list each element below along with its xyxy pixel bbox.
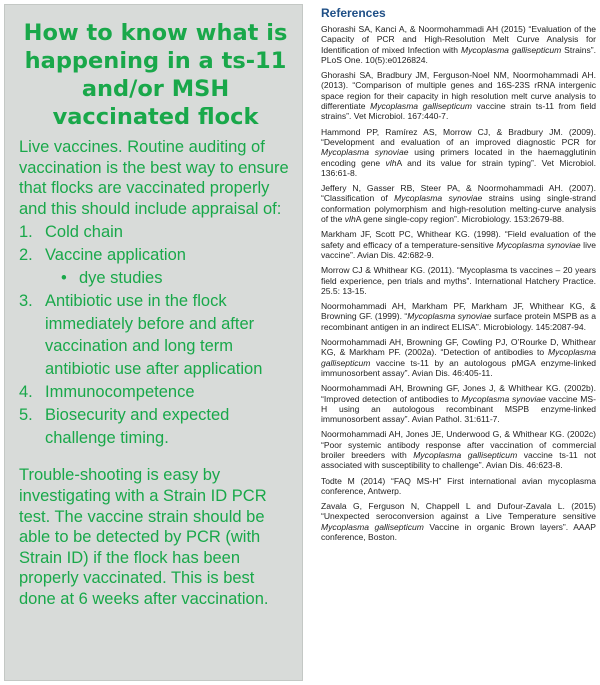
step-text: Immunocompetence bbox=[45, 382, 195, 401]
intro-paragraph: Live vaccines. Routine auditing of vaccination is the best way to ensure that flocks are vaccinated properly and this should include appraisal of: bbox=[19, 138, 289, 218]
step-number: 5. bbox=[19, 405, 33, 424]
step-number: 1. bbox=[19, 223, 33, 242]
reference-segment: Strains”. PLoS One. 10(5):e0126824. bbox=[321, 44, 596, 65]
info-panel bbox=[4, 4, 303, 681]
references-list bbox=[321, 24, 596, 542]
reference-segment: Markham JF, Scott PC, Whithear KG. (1998). “Field evaluation of the safety and efficacy of a temperature-sensitive bbox=[321, 229, 596, 250]
panel-title: How to know what is happening in a ts-11 and/or MSH vaccinated flock bbox=[23, 20, 288, 130]
reference-italic-segment: Mycoplasma synoviae bbox=[496, 239, 581, 250]
reference-segment: surface protein MSPB as a recombinant antigen in an indirect ELISA”. Microbiology. 145:2087-94. bbox=[321, 311, 596, 332]
reference-italic-segment: Mycoplasma gallisepticum bbox=[370, 101, 473, 112]
step-number: 3. bbox=[19, 291, 33, 310]
step-item bbox=[19, 221, 292, 244]
reference-italic-segment: Mycoplasma synoviae bbox=[321, 147, 409, 158]
reference-italic-segment: Mycoplasma synoviae bbox=[461, 393, 546, 404]
reference-entry bbox=[321, 476, 596, 497]
reference-segment: Todte M (2014) “FAQ MS-H” First international avian mycoplasma conference, Antwerp. bbox=[321, 475, 596, 496]
reference-entry bbox=[321, 301, 596, 332]
reference-segment: vaccine MS-H using an autologous recombinant MSPB enzyme-linked immunosorbent assay”. Avian Pathol. 31:611-7. bbox=[321, 393, 596, 425]
reference-segment: vaccine ts-11 by an autologous pMGA enzyme-linked immunosorbent assay”. Avian Dis. 46:405-11. bbox=[321, 357, 596, 378]
reference-segment: Noormohammadi AH, Markham PF, Markham JF, Whithear KG, & Browning GF. (1999). “ bbox=[321, 301, 596, 322]
reference-segment: Jeffery N, Gasser RB, Steer PA, & Noormohammadi AH. (2007). “Classification of bbox=[321, 183, 596, 204]
reference-segment: Morrow CJ & Whithear KG. (2011). “Mycoplasma ts vaccines – 20 years field experience, pen trials and myths”. International Hatchery Practice. 25.5: 13-15. bbox=[321, 265, 596, 296]
troubleshooting-paragraph: Trouble-shooting is easy by investigating with a Strain ID PCR test. The vaccine strain should be able to be detected by PCR (with Strain ID) if the flock has been properly vaccinated. This is best done at 6 weeks after vaccination. bbox=[19, 466, 269, 608]
reference-entry bbox=[321, 265, 596, 296]
bullet-icon: • bbox=[61, 268, 67, 287]
reference-entry bbox=[321, 501, 596, 542]
step-number: 2. bbox=[19, 246, 33, 265]
reference-italic-segment: Mycoplasma gallisepticum bbox=[321, 521, 424, 532]
step-text: Antibiotic use in the flock immediately before and after vaccination and long term antibiotic use after application bbox=[45, 291, 263, 379]
step-item bbox=[19, 381, 292, 404]
reference-entry bbox=[321, 229, 596, 260]
reference-segment: Vaccine in organic Brown layers”. AAAP conference, Boston. bbox=[321, 521, 597, 543]
reference-entry bbox=[321, 127, 596, 178]
reference-italic-segment: Mycoplasma synoviae bbox=[394, 193, 483, 204]
reference-segment: Noormohammadi AH, Browning GF, Jones J, & Whithear KG. (2002b). “Improved detection of antibodies to bbox=[321, 383, 596, 404]
step-item bbox=[19, 290, 292, 381]
step-text: Biosecurity and expected challenge timing. bbox=[45, 405, 230, 447]
reference-segment: vaccine strain ts-11 from field strains”. Vet Microbiol. 167:440-7. bbox=[321, 101, 596, 122]
reference-italic-segment: Mycoplasma gallisepticum bbox=[460, 44, 562, 55]
reference-segment: vaccine ts-11 not associated with susceptibility to challenge”. Avian Dis. 46:623-8. bbox=[321, 449, 597, 471]
references-heading: References bbox=[321, 6, 386, 20]
reference-entry bbox=[321, 429, 596, 470]
step-text: Vaccine application bbox=[45, 246, 186, 265]
step-item bbox=[19, 404, 292, 450]
reference-entry bbox=[321, 337, 596, 378]
reference-entry bbox=[321, 24, 596, 65]
reference-segment: Ghorashi SA, Kanci A, & Noormohammadi AH (2015) “Evaluation of the Capacity of PCR and High-Resolution Melt Curve Analysis for Identification of mixed Infection with bbox=[321, 24, 596, 55]
reference-segment: A gene single-copy region”. Microbiology. 153:2679-88. bbox=[355, 214, 565, 225]
reference-segment: A and its value for strain typing”. Vet Microbiol. 136:61-8. bbox=[321, 157, 596, 178]
reference-entry bbox=[321, 70, 596, 121]
reference-segment: Zavala G, Ferguson N, Chappell L and Dufour-Zavala L. (2015) “Unexpected seroconversion against a Live Temperature sensitive bbox=[321, 501, 596, 522]
sub-item-text: dye studies bbox=[79, 268, 163, 287]
reference-italic-segment: vlh bbox=[344, 214, 356, 225]
audit-steps-list bbox=[19, 221, 292, 449]
reference-italic-segment: Mycoplasma gallisepticum bbox=[413, 449, 518, 460]
step-item bbox=[19, 244, 292, 267]
reference-segment: using primers located in the haemagglutinin encoding gene bbox=[321, 147, 596, 168]
reference-italic-segment: Mycoplasma synoviae bbox=[407, 311, 492, 322]
reference-segment: Noormohammadi AH, Browning GF, Cowling PJ, O’Rourke D, Whithear KG, & Markham PF. (2002a). “Detection of antibodies to bbox=[321, 337, 596, 358]
step-number: 4. bbox=[19, 382, 33, 401]
step-text: Cold chain bbox=[45, 223, 123, 242]
reference-italic-segment: vlh bbox=[385, 157, 397, 168]
reference-segment: Hammond PP, Ramírez AS, Morrow CJ, & Bradbury JM. (2009). “Development and evaluation of an improved diagnostic PCR for bbox=[321, 126, 596, 147]
reference-segment: live vaccine”. Avian Dis. 42:682-9. bbox=[321, 239, 596, 260]
reference-segment: Ghorashi SA, Bradbury JM, Ferguson-Noel NM, Noormohammadi AH. (2013). “Comparison of multiple genes and 16S-23S rRNA intergenic space region for their capacity in high resolution melt curve analysis to differentiate bbox=[321, 70, 596, 112]
reference-entry bbox=[321, 183, 596, 224]
sub-item bbox=[19, 267, 292, 290]
reference-entry bbox=[321, 383, 596, 424]
references-column bbox=[321, 6, 596, 681]
reference-italic-segment: Mycoplasma gallisepticum bbox=[321, 347, 596, 368]
reference-segment: strains using single-strand conformation polymorphism and high-resolution melting-curve analysis of the bbox=[321, 193, 596, 225]
reference-segment: Noormohammadi AH, Jones JE, Underwood G, & Whithear KG. (2002c) “Poor systemic antibody response after vaccination of commercial broiler breeders with bbox=[321, 429, 596, 460]
